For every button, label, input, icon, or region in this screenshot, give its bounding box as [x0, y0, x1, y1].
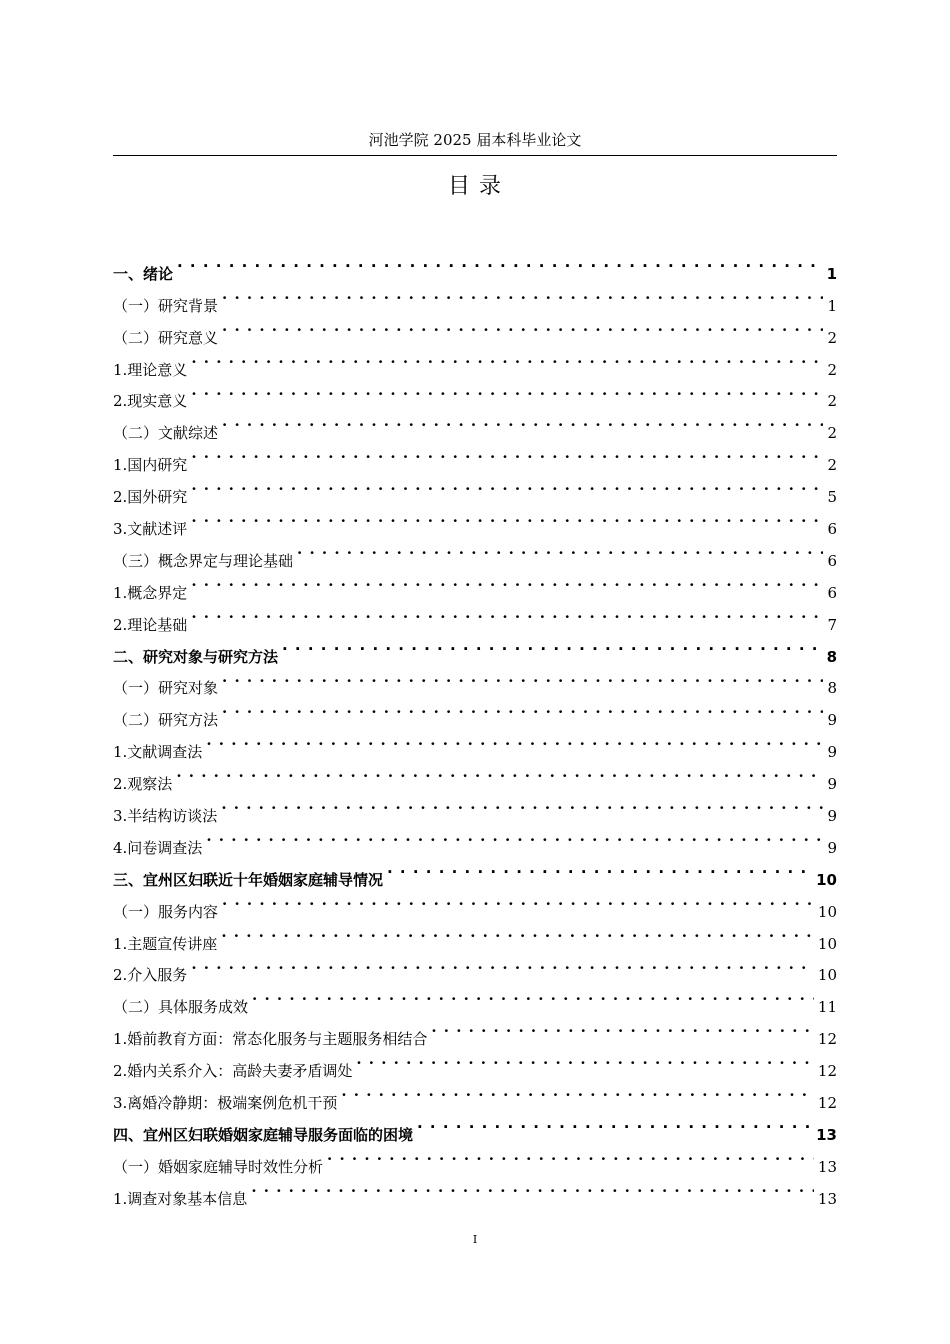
toc-entry-page: 2 [827, 392, 837, 411]
toc-entry-page: 9 [827, 807, 837, 826]
toc-entry-page: 2 [827, 424, 837, 443]
page-title: 目 录 [448, 174, 502, 199]
toc-entry[interactable] [113, 949, 837, 985]
toc-entry[interactable] [113, 311, 837, 347]
toc-entry-page: 6 [827, 520, 837, 539]
toc-dot-leader [252, 980, 814, 1012]
toc-entry-label: （二）文献综述 [113, 424, 219, 443]
toc-entry[interactable] [113, 598, 837, 634]
toc-entry-label: 2.国外研究 [113, 488, 188, 507]
toc-entry-page: 5 [827, 488, 837, 507]
toc-dot-leader [177, 247, 823, 279]
toc-entry-label: （二）具体服务成效 [113, 998, 249, 1017]
toc-entry-page: 9 [827, 775, 837, 794]
toc-dot-leader [297, 534, 823, 566]
toc-entry-label: 2.婚内关系介入：高龄夫妻矛盾调处 [113, 1062, 353, 1081]
table-of-contents [113, 247, 837, 1208]
toc-dot-leader [206, 821, 823, 853]
toc-entry[interactable] [113, 470, 837, 507]
toc-entry[interactable] [113, 885, 837, 921]
toc-entry-label: 2.介入服务 [113, 966, 188, 985]
toc-entry[interactable] [113, 662, 837, 698]
toc-entry-label: （一）服务内容 [113, 902, 219, 921]
toc-entry-label: 四、宜州区妇联婚姻家庭辅导服务面临的困境 [113, 1125, 414, 1144]
toc-entry-page: 10 [817, 934, 837, 953]
toc-dot-leader [191, 566, 823, 598]
toc-entry[interactable] [113, 279, 837, 315]
toc-entry-page: 9 [827, 838, 837, 857]
toc-entry[interactable] [113, 789, 837, 826]
toc-dot-leader [327, 1140, 814, 1172]
toc-entry-page: 7 [827, 615, 837, 634]
toc-entry-page: 10 [816, 870, 837, 889]
toc-entry[interactable] [113, 757, 837, 794]
toc-entry-page: 9 [827, 711, 837, 730]
toc-entry-label: （一）研究对象 [113, 679, 219, 698]
toc-entry-label: （二）研究意义 [113, 328, 219, 347]
toc-entry-page: 9 [827, 743, 837, 762]
toc-entry-label: 4.问卷调查法 [113, 838, 203, 857]
toc-entry-page: 13 [817, 1189, 837, 1208]
toc-entry-label: （一）婚姻家庭辅导时效性分析 [113, 1157, 324, 1176]
toc-entry[interactable] [113, 821, 837, 857]
toc-entry[interactable] [113, 853, 837, 889]
toc-entry-label: 2.观察法 [113, 775, 173, 794]
toc-entry[interactable] [113, 980, 837, 1017]
toc-dot-leader [222, 885, 814, 917]
toc-entry-label: 1.国内研究 [113, 456, 188, 475]
toc-dot-leader [222, 311, 823, 343]
toc-entry-label: 1.调查对象基本信息 [113, 1189, 248, 1208]
toc-dot-leader [191, 949, 814, 981]
toc-entry[interactable] [113, 630, 837, 666]
toc-entry-label: 1.婚前教育方面：常态化服务与主题服务相结合 [113, 1030, 428, 1049]
toc-dot-leader [221, 789, 823, 821]
toc-entry-label: （二）研究方法 [113, 711, 219, 730]
toc-entry-page: 6 [827, 551, 837, 570]
toc-entry-page: 13 [817, 1157, 837, 1176]
toc-dot-leader [251, 1172, 814, 1204]
toc-entry-page: 8 [827, 679, 837, 698]
toc-entry-label: （一）研究背景 [113, 296, 219, 315]
toc-entry-label: 3.文献述评 [113, 520, 188, 539]
toc-entry-page: 6 [827, 583, 837, 602]
toc-dot-leader [191, 502, 823, 534]
toc-entry[interactable] [113, 438, 837, 475]
running-header: 河池学院 2025 届本科毕业论文 [368, 131, 582, 149]
toc-dot-leader [176, 757, 823, 789]
toc-dot-leader [341, 1076, 814, 1108]
page-number: I [472, 1233, 478, 1246]
toc-dot-leader [222, 279, 823, 311]
toc-dot-leader [191, 438, 823, 470]
toc-entry-page: 2 [827, 328, 837, 347]
toc-entry[interactable] [113, 247, 837, 283]
toc-dot-leader [431, 1012, 814, 1044]
toc-entry-label: 1.理论意义 [113, 360, 188, 379]
toc-entry[interactable] [113, 693, 837, 730]
toc-entry-label: 1.主题宣传讲座 [113, 934, 218, 953]
toc-entry[interactable] [113, 406, 837, 443]
toc-dot-leader [221, 917, 814, 949]
toc-entry-page: 12 [817, 1030, 837, 1049]
toc-dot-leader [191, 375, 823, 407]
toc-entry-page: 10 [817, 902, 837, 921]
header-divider [113, 155, 837, 156]
toc-dot-leader [417, 1108, 812, 1140]
toc-entry-page: 8 [826, 647, 837, 666]
toc-entry[interactable] [113, 375, 837, 411]
toc-entry-label: 3.离婚冷静期：极端案例危机干预 [113, 1094, 338, 1113]
toc-dot-leader [356, 1044, 814, 1076]
toc-entry-page: 1 [826, 264, 837, 283]
toc-entry-page: 2 [827, 456, 837, 475]
toc-entry[interactable] [113, 566, 837, 602]
toc-entry[interactable] [113, 725, 837, 762]
toc-entry[interactable] [113, 917, 837, 953]
toc-entry-page: 13 [816, 1125, 837, 1144]
toc-dot-leader [206, 725, 823, 757]
toc-entry-label: 一、绪论 [113, 264, 174, 283]
toc-entry-label: 三、宜州区妇联近十年婚姻家庭辅导情况 [113, 870, 384, 889]
toc-entry[interactable] [113, 343, 837, 379]
toc-entry-label: 1.概念界定 [113, 583, 188, 602]
toc-dot-leader [282, 630, 823, 662]
toc-dot-leader [222, 406, 823, 438]
toc-entry-label: 二、研究对象与研究方法 [113, 647, 279, 666]
toc-entry-page: 11 [817, 998, 837, 1017]
toc-dot-leader [387, 853, 812, 885]
toc-dot-leader [191, 343, 823, 375]
toc-entry[interactable] [113, 502, 837, 539]
toc-entry-page: 1 [827, 296, 837, 315]
toc-dot-leader [222, 662, 823, 694]
toc-entry-label: 3.半结构访谈法 [113, 807, 218, 826]
toc-entry-label: 2.现实意义 [113, 392, 188, 411]
toc-entry-label: （三）概念界定与理论基础 [113, 551, 294, 570]
toc-entry-page: 12 [817, 1062, 837, 1081]
toc-entry-page: 2 [827, 360, 837, 379]
toc-dot-leader [222, 693, 823, 725]
toc-entry-page: 10 [817, 966, 837, 985]
toc-dot-leader [191, 470, 823, 502]
toc-entry-label: 2.理论基础 [113, 615, 188, 634]
toc-entry-page: 12 [817, 1094, 837, 1113]
toc-entry[interactable] [113, 534, 837, 570]
toc-dot-leader [191, 598, 823, 630]
toc-entry-label: 1.文献调查法 [113, 743, 203, 762]
